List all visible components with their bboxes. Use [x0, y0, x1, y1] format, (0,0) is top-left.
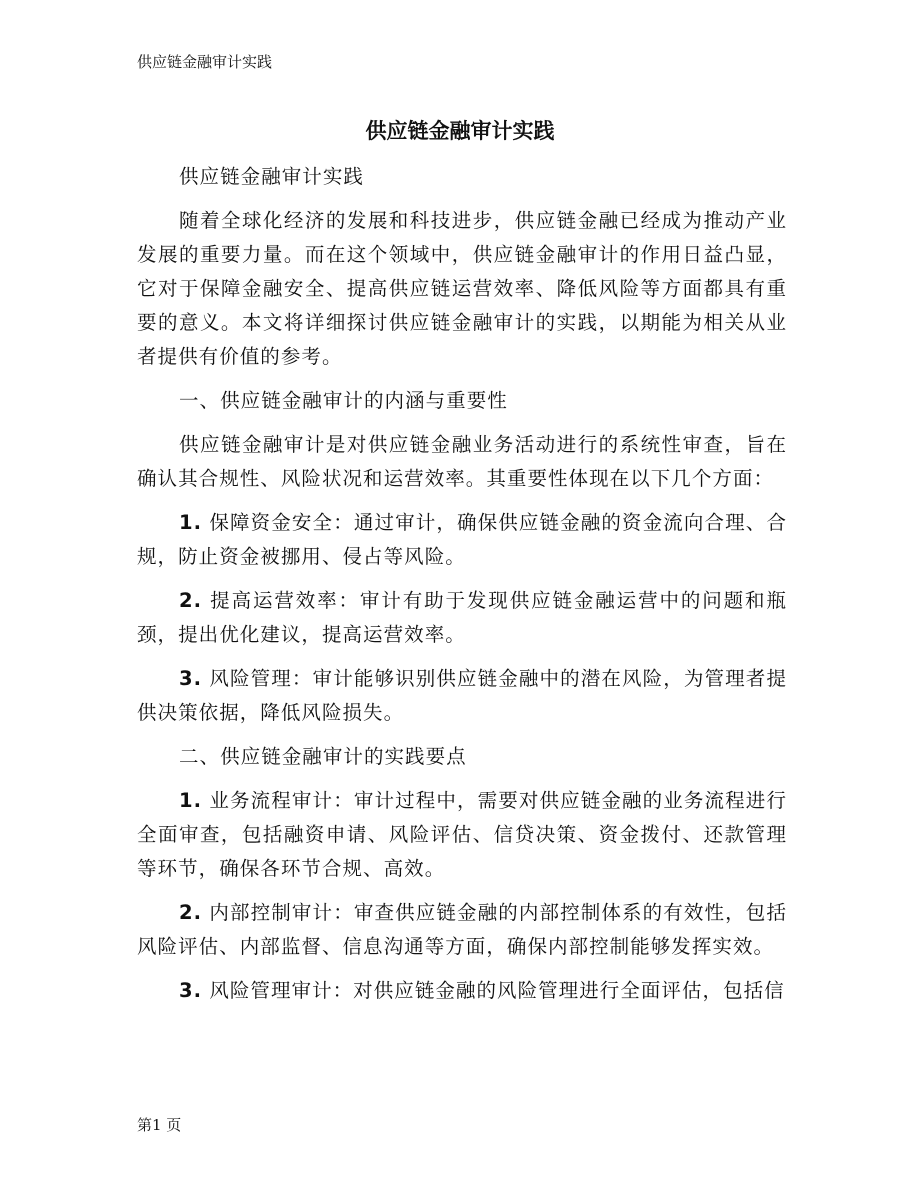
section-heading-1: [137, 384, 787, 418]
list-item-text: 内部控制审计：审查供应链金融的内部控制体系的有效性，包括风险评估、内部监督、信息沟通等方面，确保内部控制能够发挥实效。: [137, 901, 787, 958]
page-number: 第1 页: [137, 1116, 182, 1134]
running-header: 供应链金融审计实践: [137, 53, 273, 71]
list-number: 2.: [179, 901, 203, 924]
document-title: 供应链金融审计实践: [365, 119, 555, 143]
paragraph-text: 供应链金融审计是对供应链金融业务活动进行的系统性审查，旨在确认其合规性、风险状况和运营效率。其重要性体现在以下几个方面：: [137, 433, 787, 490]
document-body: [137, 160, 787, 1018]
section-heading-2: [137, 740, 787, 774]
paragraph-text: 一、供应链金融审计的内涵与重要性: [179, 389, 508, 412]
list-item-text: 保障资金安全：通过审计，确保供应链金融的资金流向合理、合规，防止资金被挪用、侵占等风险。: [137, 511, 787, 568]
list-number: 3.: [179, 667, 203, 690]
list-item-text: 业务流程审计：审计过程中，需要对供应链金融的业务流程进行全面审查，包括融资申请、风险评估、信贷决策、资金拨付、还款管理等环节，确保各环节合规、高效。: [137, 789, 787, 880]
list-item: [137, 896, 787, 964]
list-item: [137, 584, 787, 652]
list-number: 1.: [179, 511, 203, 534]
paragraph-text: 供应链金融审计实践: [179, 165, 364, 188]
list-item-text: 提高运营效率：审计有助于发现供应链金融运营中的问题和瓶颈，提出优化建议，提高运营效率。: [137, 589, 787, 646]
list-number: 2.: [179, 589, 203, 612]
paragraph-definition: [137, 428, 787, 496]
list-item: [137, 506, 787, 574]
list-item: [137, 784, 787, 886]
paragraph-text: 二、供应链金融审计的实践要点: [179, 745, 467, 768]
list-number: 1.: [179, 789, 203, 812]
paragraph-subtitle: [137, 160, 787, 194]
list-item: [137, 974, 787, 1008]
list-item: [137, 662, 787, 730]
list-item-text: 风险管理：审计能够识别供应链金融中的潜在风险，为管理者提供决策依据，降低风险损失。: [137, 667, 787, 724]
list-number: 3.: [179, 979, 203, 1002]
paragraph-intro: [137, 204, 787, 374]
list-item-text: 风险管理审计：对供应链金融的风险管理进行全面评估，包括信: [202, 979, 785, 1002]
paragraph-text: 随着全球化经济的发展和科技进步，供应链金融已经成为推动产业发展的重要力量。而在这个领域中，供应链金融审计的作用日益凸显，它对于保障金融安全、提高供应链运营效率、降低风险等方面都具有重要的意义。本文将详细探讨供应链金融审计的实践，以期能为相关从业者提供有价值的参考。: [137, 209, 787, 368]
